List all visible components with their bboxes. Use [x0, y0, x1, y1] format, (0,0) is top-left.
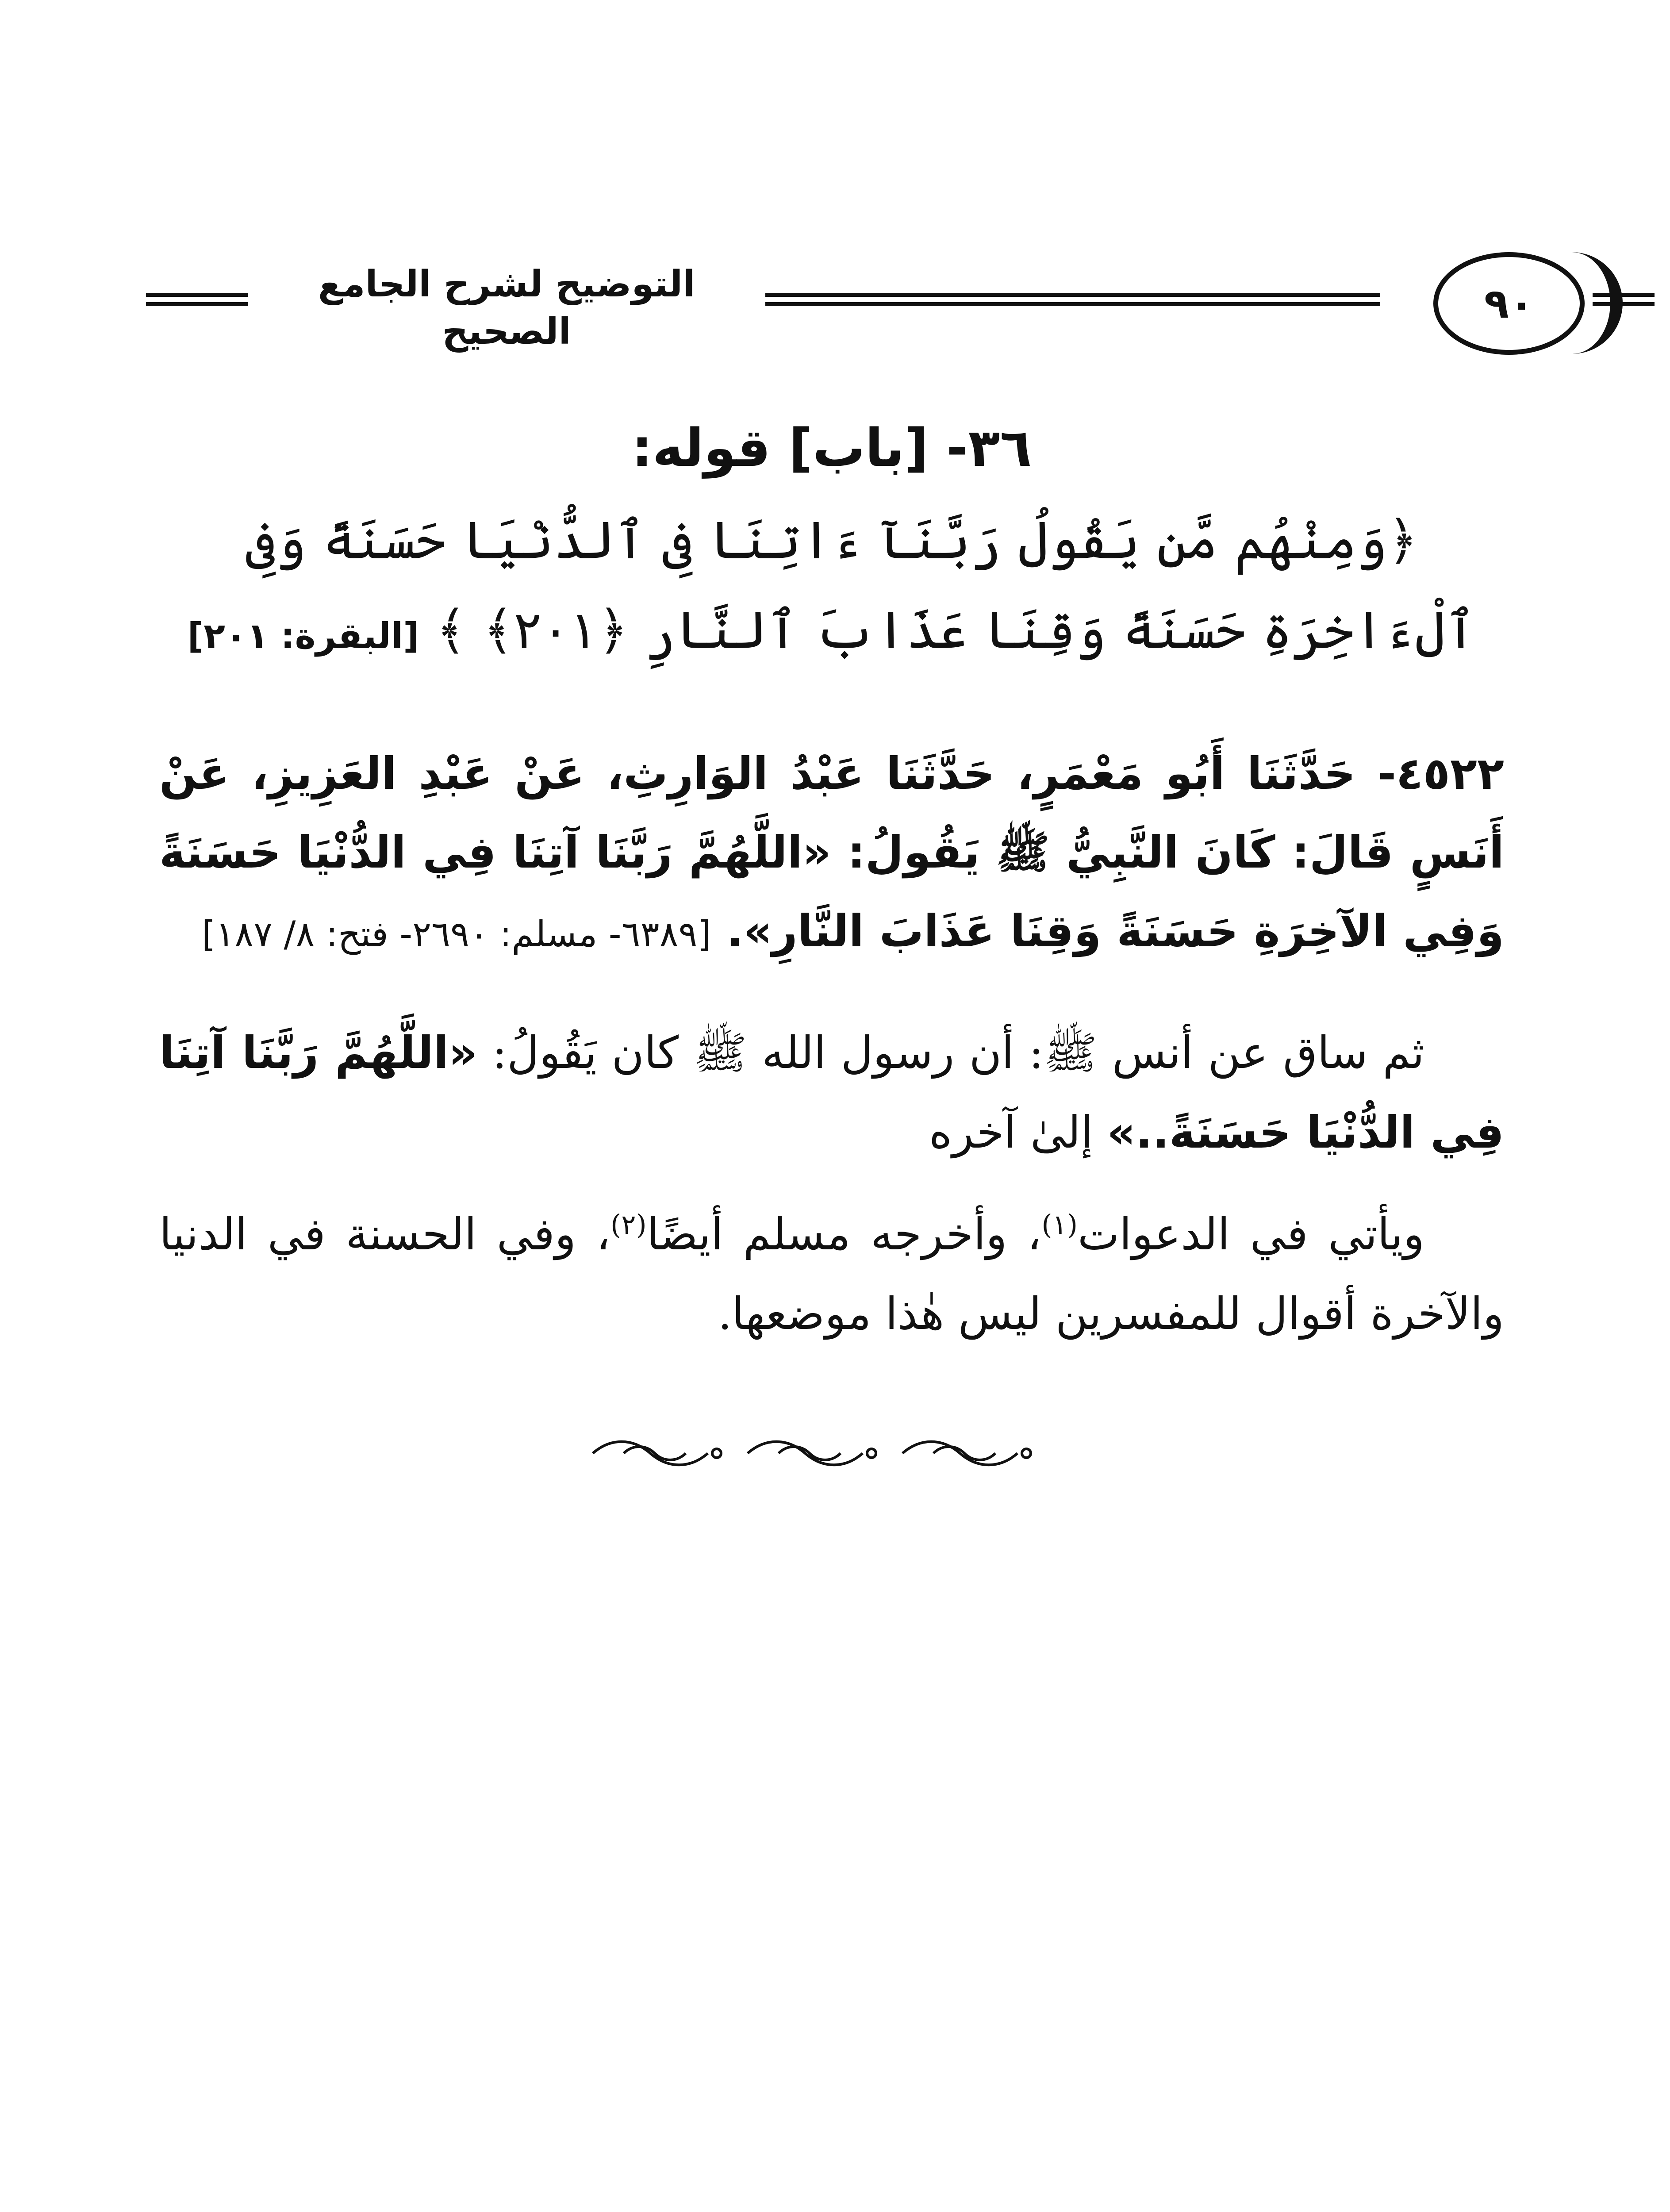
- book-title: التوضيح لشرح الجامع الصحيح: [318, 263, 695, 353]
- commentary-text-b: ، وأخرجه مسلم أيضًا: [646, 1208, 1042, 1260]
- commentary-quote: «اللَّهُمَّ رَبَّنَا آتِنَا فِي الدُّنْيَا حَسَنَةً..»: [159, 1027, 1504, 1158]
- commentary-paragraph-2: [159, 1194, 1504, 1354]
- commentary-paragraph-1: [159, 1013, 1504, 1172]
- verse-close-bracket: ﴾: [436, 599, 467, 661]
- verse-text: وَمِنْهُم مَّن يَقُولُ رَبَّنَآ ءَاتِنَا فِى ٱلدُّنْيَا حَسَنَةً وَفِى ٱلْءَاخِرَةِ حَسَنَةً وَقِنَا عَذَابَ ٱلنَّارِ: [245, 510, 1476, 661]
- page-number: ٩٠: [1484, 280, 1534, 327]
- ayah-number-marker: ﴿٢٠١﴾: [483, 599, 629, 661]
- commentary-tail: إلىٰ آخره: [929, 1106, 1107, 1158]
- hadith-cross-reference: [٦٣٨٩- مسلم: ٢٦٩٠- فتح: ٨/ ١٨٧]: [201, 914, 711, 955]
- verse-reference: [البقرة: ٢٠١]: [187, 615, 419, 657]
- chapter-heading: ٣٦- [باب] قوله:: [631, 417, 1032, 478]
- running-header: [146, 234, 1534, 367]
- ornament-motif-1: [593, 1442, 721, 1465]
- header-rule-middle: [765, 293, 1380, 306]
- commentary-lead: ثم ساق عن أنس ﷺ: أن رسول الله ﷺ كان يَقُولُ:: [477, 1027, 1424, 1079]
- footnote-ref-2[interactable]: (٢): [610, 1208, 647, 1241]
- commentary-text-a: ويأتي في الدعوات: [1078, 1208, 1425, 1260]
- commentary-text-c: ، وفي الحسنة في الدنيا والآخرة أقوال للمفسرين ليس هٰذا موضعها.: [159, 1208, 1504, 1340]
- ornament-motif-2: [748, 1442, 876, 1465]
- header-rule-right: [1593, 293, 1655, 306]
- hadith-block: [159, 734, 1504, 971]
- quran-verse: [159, 495, 1504, 675]
- header-rule-left: [146, 293, 248, 306]
- section-end-ornament: [584, 1433, 1048, 1473]
- verse-open-bracket: ﴿: [1387, 510, 1418, 571]
- footnote-ref-1[interactable]: (١): [1041, 1208, 1078, 1241]
- ornament-motif-3: [902, 1442, 1031, 1465]
- hadith-text: ٤٥٢٢- حَدَّثَنَا أَبُو مَعْمَرٍ، حَدَّثَنَا عَبْدُ الوَارِثِ، عَنْ عَبْدِ العَزِيزِ، عَنْ أَنَسٍ قَالَ: كَانَ النَّبِيُّ ﷺ يَقُولُ: «اللَّهُمَّ رَبَّنَا آتِنَا فِي الدُّنْيَا حَسَنَةً وَفِي الآخِرَةِ حَسَنَةً وَقِنَا عَذَابَ النَّارِ».: [159, 748, 1504, 957]
